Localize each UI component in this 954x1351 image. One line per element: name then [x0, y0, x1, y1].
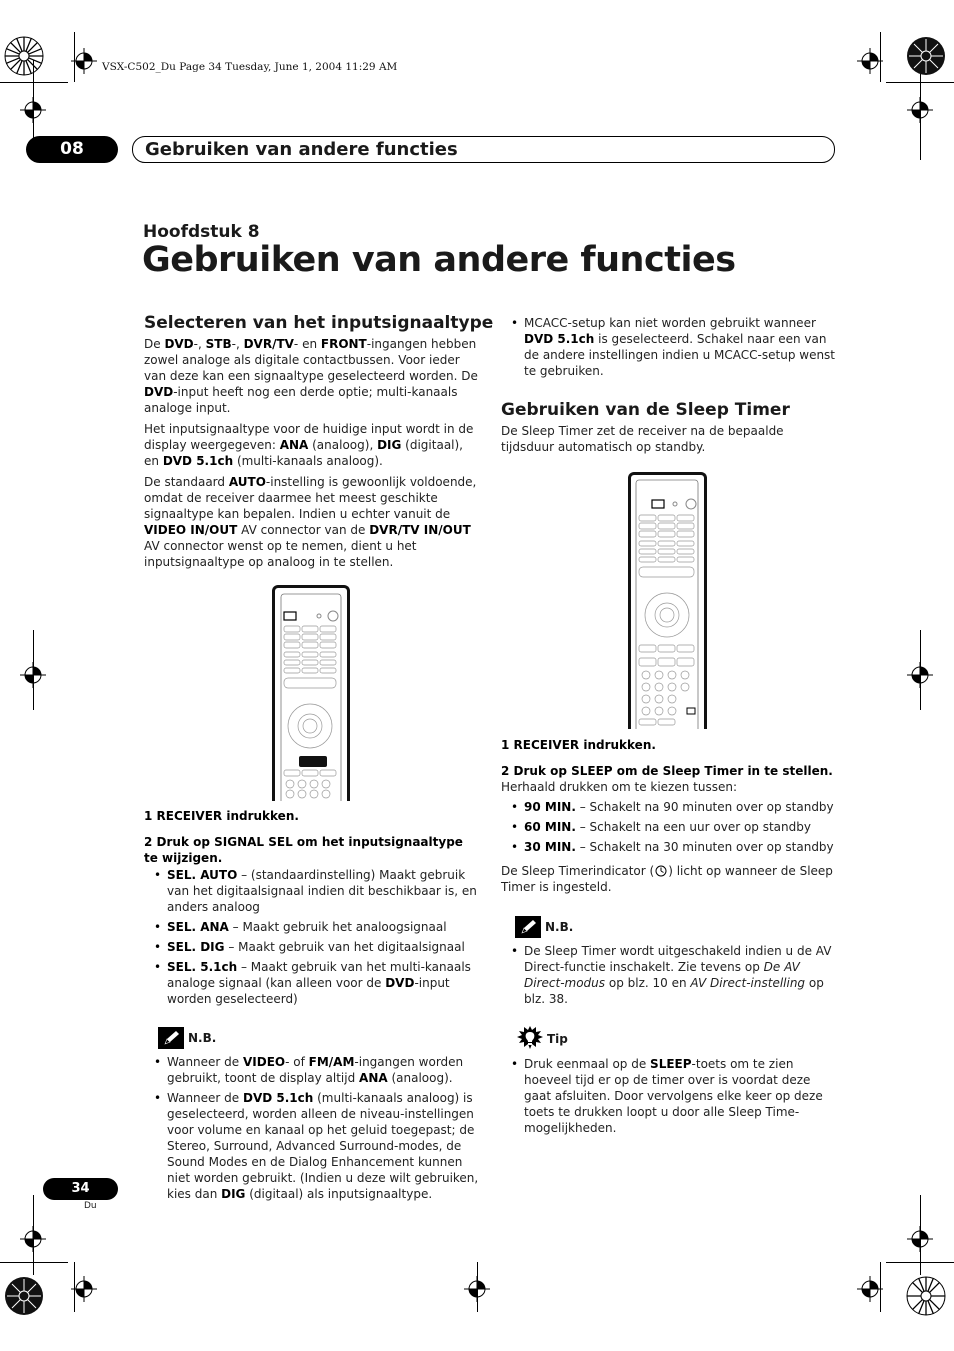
list-item: • SEL. 5.1ch – Maakt gebruik van het multi-kanaals analoge signaal (kan alleen voor de DVD-input worden geselecteerd) [144, 959, 480, 1007]
list-item: • MCACC-setup kan niet worden gebruikt wanneer DVD 5.1ch is geselecteerd. Schakel naar een van de andere instellingen indien u MCACC-setup wenst te gebruiken. [501, 315, 837, 379]
tip-item: • Druk eenmaal op de SLEEP-toets om te zien hoeveel tijd er op de timer over is voordat deze gaat afsluiten. Door vervolgens elke keer op deze toets te drukken loopt u door alle Sleep Time-mogelijkheden. [501, 1056, 839, 1136]
page-language: Du [84, 1201, 97, 1211]
corner-rosette-icon [906, 36, 946, 76]
step-1: 1 RECEIVER indrukken. [501, 738, 656, 752]
note-item: • Wanneer de VIDEO- of FM/AM-ingangen worden gebruikt, toont de display altijd ANA (analoog). [144, 1054, 480, 1086]
remote-control-illustration [272, 585, 350, 801]
remote-control-illustration [628, 472, 707, 729]
note-block [501, 916, 839, 1007]
registration-mark-icon [20, 1226, 46, 1252]
corner-rosette-icon [4, 36, 44, 76]
note-pencil-icon [515, 916, 541, 938]
registration-mark-icon [907, 662, 933, 688]
list-item: • 90 MIN. – Schakelt na 90 minuten over op standby [501, 799, 839, 815]
tip-block [501, 1025, 839, 1136]
list-item: • SEL. ANA – Maakt gebruik het analoogsignaal [144, 919, 480, 935]
print-job-info: VSX-C502_Du Page 34 Tuesday, June 1, 2004 11:29 AM [102, 61, 398, 73]
step-2: 2 Druk op SIGNAL SEL om het inputsignaaltype te wijzigen. [144, 835, 463, 865]
sleep-options-list [501, 799, 839, 855]
registration-mark-icon [907, 97, 933, 123]
note-item: • De Sleep Timer wordt uitgeschakeld indien u de AV Direct-functie inschakelt. Zie tevens op De AV Direct-modus op blz. 10 en AV Direct-instelling op blz. 38. [501, 943, 839, 1007]
note-block [144, 1027, 480, 1202]
note-item: • Wanneer de DVD 5.1ch (multi-kanaals analoog) is geselecteerd, worden alleen de niveau-instellingen voor volume en kanaal op het geluid toegepast; de Stereo, Surround, Advanced Surround-modes, de Sound Modes en de Dialog Enhancement kunnen niet worden gebruikt. (Indien u deze wilt gebruiken, kies dan DIG (digitaal) als inputsignaaltype. [144, 1090, 480, 1202]
registration-mark-icon [20, 97, 46, 123]
list-item: • 60 MIN. – Schakelt na een uur over op standby [501, 819, 839, 835]
paragraph: Het inputsignaaltype voor de huidige input wordt in de display weergegeven: ANA (analoog), DIG (digitaal), en DVD 5.1ch (multi-kanaals analoog). [144, 422, 474, 468]
paragraph: De Sleep Timer zet de receiver na de bepaalde tijdsduur automatisch op standby. [501, 424, 784, 454]
section-heading-sleep-timer: Gebruiken van de Sleep Timer [501, 400, 790, 420]
step-2-sub: Herhaald drukken om te kiezen tussen: [501, 780, 737, 794]
paragraph: De DVD-, STB-, DVR/TV- en FRONT-ingangen hebben zowel analoge als digitale contactbussen. Voor ieder van deze kan een signaaltype geselecteerd worden. De DVD-input heeft nog een derde optie; multi-kanaals analoge input. [144, 337, 478, 415]
note-label: N.B. [545, 920, 574, 934]
sleep-timer-indicator-icon [655, 865, 667, 877]
corner-rosette-icon [4, 1276, 44, 1316]
chapter-number-badge: 08 [26, 136, 118, 163]
registration-mark-icon [857, 1276, 883, 1302]
running-title-bar [132, 136, 835, 163]
step-2: 2 Druk op SLEEP om de Sleep Timer in te stellen. [501, 764, 833, 778]
list-item: • SEL. AUTO – (standaardinstelling) Maakt gebruik van het digitaalsignaal indien dit beschikbaar is, en anders analoog [144, 867, 480, 915]
paragraph: De Sleep Timerindicator ( ) licht op wanneer de Sleep Timer is ingesteld. [501, 864, 833, 894]
page-title: Gebruiken van andere functies [142, 240, 736, 280]
left-column-steps [144, 808, 480, 1202]
list-item: • SEL. DIG – Maakt gebruik van het digitaalsignaal [144, 939, 480, 955]
right-column [501, 315, 837, 455]
list-item: • 30 MIN. – Schakelt na 30 minuten over op standby [501, 839, 839, 855]
note-pencil-icon [158, 1027, 184, 1049]
registration-mark-icon [71, 1276, 97, 1302]
registration-mark-icon [907, 1226, 933, 1252]
section-heading-input-signal: Selecteren van het inputsignaaltype [144, 313, 494, 333]
step-1: 1 RECEIVER indrukken. [144, 809, 299, 823]
remote-buttons-drawing [631, 475, 704, 729]
right-column-steps [501, 737, 839, 1136]
running-title: Gebruiken van andere functies [145, 139, 458, 160]
corner-rosette-icon [906, 1276, 946, 1316]
remote-buttons-drawing [275, 588, 347, 801]
tip-label: Tip [547, 1032, 568, 1046]
signal-options-list [144, 867, 480, 1007]
paragraph: De standaard AUTO-instelling is gewoonlijk voldoende, omdat de receiver daarmee het meest geschikte signaaltype kan bepalen. Indien u echter vanuit de VIDEO IN/OUT AV connector van de DVR/TV IN/OUT AV connector wenst op te nemen, dient u het inputsignaaltype op analoog in te stellen. [144, 475, 477, 569]
registration-mark-icon [20, 662, 46, 688]
registration-mark-icon [71, 48, 97, 74]
registration-mark-icon [857, 48, 883, 74]
page-number-badge: 34 [43, 1178, 118, 1200]
tip-lightbulb-icon [515, 1025, 545, 1053]
note-label: N.B. [188, 1031, 217, 1045]
registration-mark-icon [464, 1276, 490, 1302]
chapter-label: Hoofdstuk 8 [143, 222, 260, 242]
left-column [144, 313, 494, 570]
